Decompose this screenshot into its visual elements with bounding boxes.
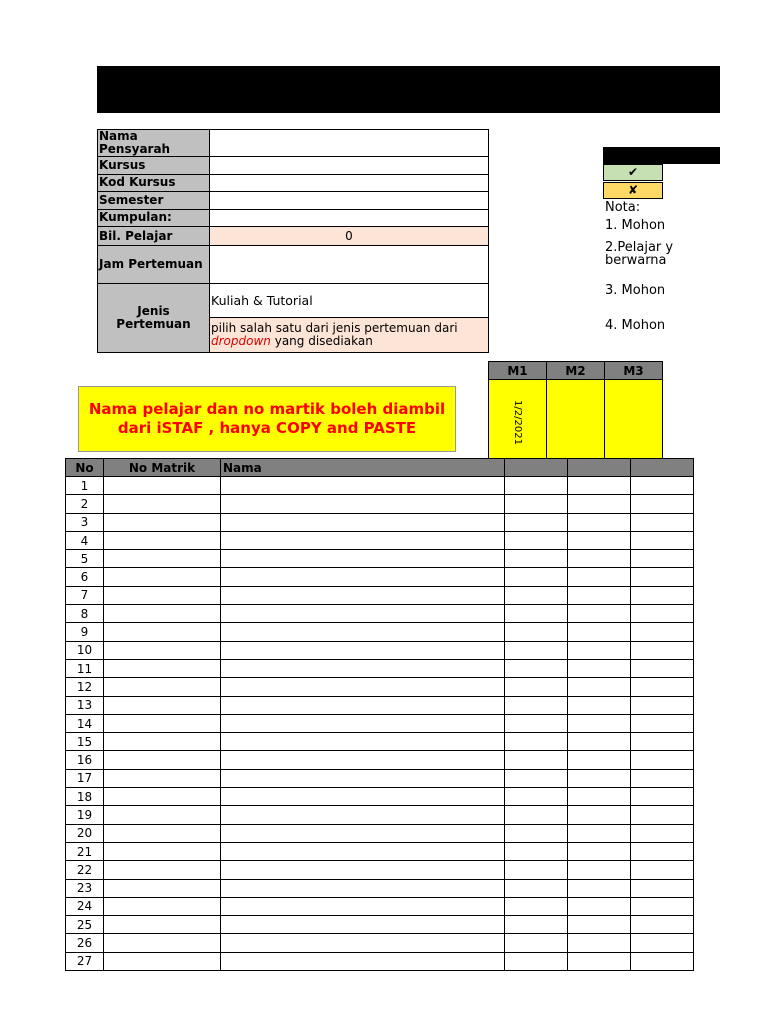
attendance-cell[interactable] [505, 477, 568, 495]
attendance-cell[interactable] [568, 659, 631, 677]
attendance-cell[interactable] [505, 824, 568, 842]
attendance-cell[interactable] [505, 550, 568, 568]
matrik-cell[interactable] [104, 641, 221, 659]
matrik-cell[interactable] [104, 952, 221, 970]
row-number: 12 [66, 678, 104, 696]
note-1: 1. Mohon [605, 218, 666, 233]
row-number: 17 [66, 769, 104, 787]
attendance-cell[interactable] [568, 623, 631, 641]
nama-cell[interactable] [221, 934, 505, 952]
student-grid [65, 458, 694, 971]
attendance-cell[interactable] [568, 605, 631, 623]
attendance-cell[interactable] [631, 513, 694, 531]
attendance-cell[interactable] [505, 513, 568, 531]
matrik-cell[interactable] [104, 733, 221, 751]
nama-cell[interactable] [221, 897, 505, 915]
attendance-cell[interactable] [568, 916, 631, 934]
col-m1 [505, 459, 568, 477]
nama-cell[interactable] [221, 733, 505, 751]
attendance-cell[interactable] [568, 842, 631, 860]
hint-text-2: yang disediakan [274, 334, 373, 348]
attendance-cell[interactable] [568, 477, 631, 495]
attendance-cell[interactable] [568, 824, 631, 842]
nama-cell[interactable] [221, 714, 505, 732]
legend-header [603, 147, 720, 164]
hint-dropdown-word: dropdown [211, 334, 271, 348]
table-row [66, 916, 694, 934]
table-row [66, 623, 694, 641]
attendance-cell[interactable] [568, 769, 631, 787]
attendance-cell[interactable] [631, 861, 694, 879]
meeting-label: M3 [605, 362, 663, 380]
nama-cell[interactable] [221, 568, 505, 586]
nama-cell[interactable] [221, 842, 505, 860]
matrik-cell[interactable] [104, 623, 221, 641]
row-number: 7 [66, 586, 104, 604]
attendance-cell[interactable] [505, 568, 568, 586]
table-row [66, 861, 694, 879]
attendance-cell[interactable] [631, 696, 694, 714]
meeting-date[interactable] [547, 380, 605, 459]
nama-cell[interactable] [221, 806, 505, 824]
table-row [66, 513, 694, 531]
table-row [66, 769, 694, 787]
attendance-cell[interactable] [568, 531, 631, 549]
attendance-cell[interactable] [568, 861, 631, 879]
nama-cell[interactable] [221, 659, 505, 677]
info-label: Kumpulan: [98, 209, 210, 227]
attendance-cell[interactable] [568, 934, 631, 952]
nama-cell[interactable] [221, 550, 505, 568]
row-number: 25 [66, 916, 104, 934]
row-number: 14 [66, 714, 104, 732]
table-row [66, 586, 694, 604]
info-value[interactable] [210, 209, 489, 227]
note-2b: berwarna [605, 253, 667, 268]
matrik-cell[interactable] [104, 659, 221, 677]
nama-cell[interactable] [221, 824, 505, 842]
nama-cell[interactable] [221, 605, 505, 623]
info-label: Nama Pensyarah [98, 130, 210, 157]
info-label: Kursus [98, 157, 210, 175]
attendance-cell[interactable] [631, 916, 694, 934]
info-table [97, 129, 489, 353]
matrik-cell[interactable] [104, 934, 221, 952]
attendance-cell[interactable] [568, 879, 631, 897]
meeting-date[interactable] [489, 380, 547, 459]
matrik-cell[interactable] [104, 751, 221, 769]
matrik-cell[interactable] [104, 678, 221, 696]
table-row [66, 879, 694, 897]
note-2a: 2.Pelajar y [605, 240, 674, 255]
matrik-cell[interactable] [104, 477, 221, 495]
nama-cell[interactable] [221, 641, 505, 659]
legend-present: ✔ [603, 164, 663, 181]
col-m3 [631, 459, 694, 477]
attendance-cell[interactable] [631, 568, 694, 586]
copy-paste-notice: Nama pelajar dan no martik boleh diambil dari iSTAF , hanya COPY and PASTE [78, 386, 456, 452]
matrik-cell[interactable] [104, 531, 221, 549]
attendance-cell[interactable] [631, 495, 694, 513]
attendance-cell[interactable] [505, 678, 568, 696]
attendance-cell[interactable] [631, 641, 694, 659]
attendance-cell[interactable] [568, 952, 631, 970]
attendance-cell[interactable] [505, 861, 568, 879]
attendance-cell[interactable] [568, 751, 631, 769]
table-row [66, 842, 694, 860]
row-number: 16 [66, 751, 104, 769]
table-row [66, 531, 694, 549]
attendance-cell[interactable] [631, 659, 694, 677]
meeting-label: M1 [489, 362, 547, 380]
jenis-hint [210, 318, 489, 353]
attendance-cell[interactable] [631, 879, 694, 897]
note-4: 4. Mohon [605, 318, 666, 333]
row-number: 23 [66, 879, 104, 897]
table-row [66, 897, 694, 915]
attendance-cell[interactable] [505, 733, 568, 751]
matrik-cell[interactable] [104, 495, 221, 513]
jenis-dropdown[interactable]: Kuliah & Tutorial [210, 284, 489, 318]
nama-cell[interactable] [221, 696, 505, 714]
table-row [66, 495, 694, 513]
attendance-cell[interactable] [505, 714, 568, 732]
matrik-cell[interactable] [104, 696, 221, 714]
info-value[interactable]: 0 [210, 227, 489, 246]
nama-cell[interactable] [221, 769, 505, 787]
table-row [66, 824, 694, 842]
table-row [66, 568, 694, 586]
nama-cell[interactable] [221, 879, 505, 897]
info-value[interactable] [210, 130, 489, 157]
nama-cell[interactable] [221, 788, 505, 806]
row-number: 21 [66, 842, 104, 860]
matrik-cell[interactable] [104, 586, 221, 604]
attendance-cell[interactable] [631, 477, 694, 495]
attendance-cell[interactable] [505, 879, 568, 897]
nama-cell[interactable] [221, 531, 505, 549]
matrik-cell[interactable] [104, 513, 221, 531]
nama-cell[interactable] [221, 513, 505, 531]
col-no: No [66, 459, 104, 477]
attendance-cell[interactable] [631, 952, 694, 970]
row-number: 6 [66, 568, 104, 586]
attendance-cell[interactable] [631, 531, 694, 549]
attendance-cell[interactable] [631, 714, 694, 732]
attendance-cell[interactable] [568, 678, 631, 696]
info-label: Bil. Pelajar [98, 227, 210, 246]
attendance-cell[interactable] [505, 788, 568, 806]
attendance-cell[interactable] [631, 769, 694, 787]
table-row [66, 641, 694, 659]
attendance-cell[interactable] [631, 605, 694, 623]
jenis-label: Jenis Pertemuan [98, 284, 210, 353]
row-number: 1 [66, 477, 104, 495]
row-number: 4 [66, 531, 104, 549]
row-number: 13 [66, 696, 104, 714]
attendance-cell[interactable] [631, 897, 694, 915]
row-number: 22 [66, 861, 104, 879]
meeting-date[interactable] [605, 380, 663, 459]
attendance-cell[interactable] [505, 623, 568, 641]
attendance-cell[interactable] [505, 495, 568, 513]
attendance-cell[interactable] [505, 659, 568, 677]
attendance-cell[interactable] [568, 495, 631, 513]
matrik-cell[interactable] [104, 842, 221, 860]
attendance-cell[interactable] [505, 952, 568, 970]
table-row [66, 733, 694, 751]
info-value[interactable] [210, 157, 489, 175]
row-number: 10 [66, 641, 104, 659]
attendance-cell[interactable] [631, 824, 694, 842]
nama-cell[interactable] [221, 477, 505, 495]
title-bar [97, 66, 720, 113]
attendance-cell[interactable] [631, 678, 694, 696]
row-number: 27 [66, 952, 104, 970]
attendance-cell[interactable] [505, 916, 568, 934]
nama-cell[interactable] [221, 495, 505, 513]
jam-label: Jam Pertemuan [98, 246, 210, 284]
attendance-cell[interactable] [631, 806, 694, 824]
row-number: 19 [66, 806, 104, 824]
info-label: Semester [98, 192, 210, 210]
attendance-cell[interactable] [505, 934, 568, 952]
matrik-cell[interactable] [104, 788, 221, 806]
nama-cell[interactable] [221, 751, 505, 769]
table-row [66, 952, 694, 970]
table-row [66, 550, 694, 568]
attendance-cell[interactable] [631, 842, 694, 860]
table-row [66, 806, 694, 824]
attendance-cell[interactable] [505, 751, 568, 769]
attendance-cell[interactable] [631, 934, 694, 952]
notes-title: Nota: [605, 200, 641, 215]
table-row [66, 477, 694, 495]
col-matrik: No Matrik [104, 459, 221, 477]
attendance-cell[interactable] [568, 641, 631, 659]
attendance-cell[interactable] [505, 641, 568, 659]
attendance-cell[interactable] [631, 751, 694, 769]
col-nama: Nama [221, 459, 505, 477]
row-number: 24 [66, 897, 104, 915]
table-row [66, 696, 694, 714]
attendance-cell[interactable] [505, 769, 568, 787]
info-value[interactable] [210, 192, 489, 210]
matrik-cell[interactable] [104, 879, 221, 897]
row-number: 15 [66, 733, 104, 751]
attendance-cell[interactable] [568, 586, 631, 604]
attendance-cell[interactable] [631, 788, 694, 806]
matrik-cell[interactable] [104, 806, 221, 824]
nama-cell[interactable] [221, 952, 505, 970]
table-row [66, 751, 694, 769]
attendance-cell[interactable] [505, 605, 568, 623]
row-number: 20 [66, 824, 104, 842]
col-m2 [568, 459, 631, 477]
attendance-cell[interactable] [631, 586, 694, 604]
row-number: 2 [66, 495, 104, 513]
attendance-cell[interactable] [505, 897, 568, 915]
jam-input[interactable] [210, 246, 489, 284]
table-row [66, 934, 694, 952]
meeting-label: M2 [547, 362, 605, 380]
row-number: 8 [66, 605, 104, 623]
meeting-header [488, 361, 663, 459]
row-number: 3 [66, 513, 104, 531]
note-3: 3. Mohon [605, 283, 666, 298]
matrik-cell[interactable] [104, 897, 221, 915]
row-number: 5 [66, 550, 104, 568]
matrik-cell[interactable] [104, 714, 221, 732]
hint-text-1: pilih salah satu dari jenis pertemuan dari [211, 321, 458, 335]
attendance-cell[interactable] [505, 842, 568, 860]
info-value[interactable] [210, 174, 489, 192]
attendance-cell[interactable] [568, 696, 631, 714]
attendance-cell[interactable] [505, 806, 568, 824]
attendance-cell[interactable] [505, 531, 568, 549]
attendance-cell[interactable] [568, 788, 631, 806]
attendance-cell[interactable] [505, 586, 568, 604]
table-row [66, 788, 694, 806]
table-row [66, 659, 694, 677]
matrik-cell[interactable] [104, 824, 221, 842]
matrik-cell[interactable] [104, 550, 221, 568]
row-number: 9 [66, 623, 104, 641]
nama-cell[interactable] [221, 586, 505, 604]
nama-cell[interactable] [221, 678, 505, 696]
nama-cell[interactable] [221, 916, 505, 934]
matrik-cell[interactable] [104, 568, 221, 586]
attendance-cell[interactable] [631, 623, 694, 641]
table-row [66, 714, 694, 732]
attendance-cell[interactable] [631, 733, 694, 751]
attendance-cell[interactable] [631, 550, 694, 568]
row-number: 26 [66, 934, 104, 952]
meeting-date-text: 1/2/2021 [511, 399, 523, 445]
matrik-cell[interactable] [104, 916, 221, 934]
info-label: Kod Kursus [98, 174, 210, 192]
attendance-cell[interactable] [568, 568, 631, 586]
nama-cell[interactable] [221, 623, 505, 641]
matrik-cell[interactable] [104, 861, 221, 879]
table-row [66, 605, 694, 623]
matrik-cell[interactable] [104, 605, 221, 623]
attendance-cell[interactable] [568, 897, 631, 915]
nama-cell[interactable] [221, 861, 505, 879]
row-number: 18 [66, 788, 104, 806]
attendance-cell[interactable] [568, 806, 631, 824]
attendance-cell[interactable] [568, 714, 631, 732]
row-number: 11 [66, 659, 104, 677]
attendance-cell[interactable] [568, 513, 631, 531]
table-row [66, 678, 694, 696]
attendance-cell[interactable] [568, 550, 631, 568]
matrik-cell[interactable] [104, 769, 221, 787]
attendance-cell[interactable] [505, 696, 568, 714]
legend-absent: ✘ [603, 182, 663, 199]
attendance-cell[interactable] [568, 733, 631, 751]
